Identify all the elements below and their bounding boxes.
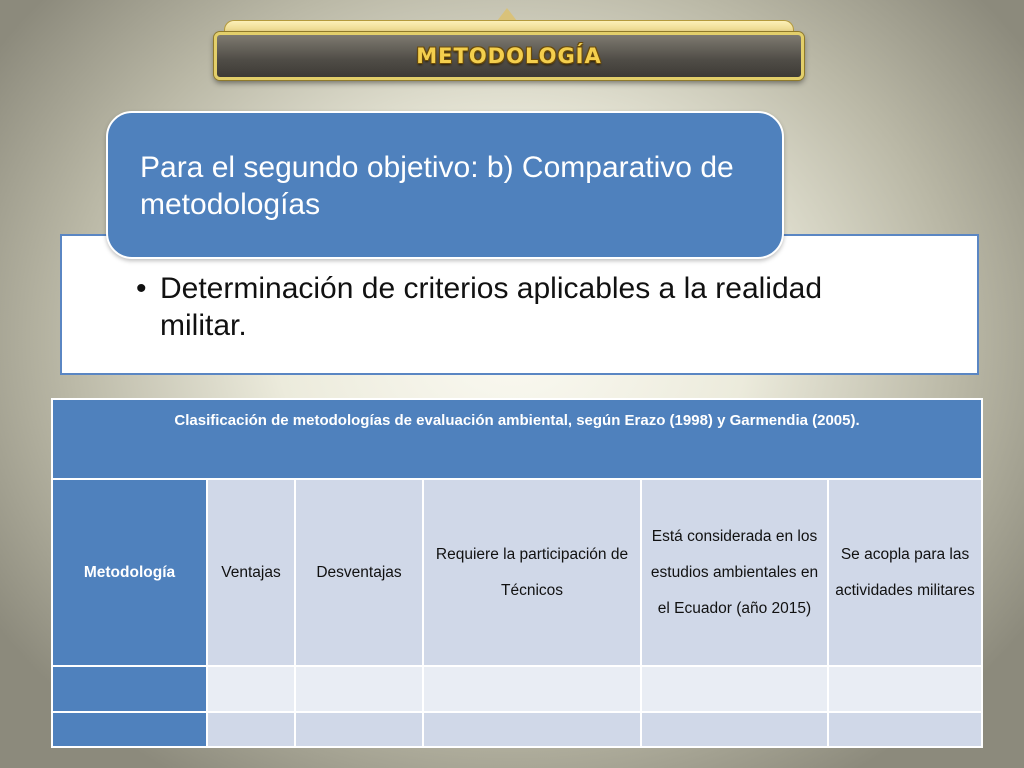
table-caption: Clasificación de metodologías de evaluación ambiental, según Erazo (1998) y Garmendia (2005). (52, 399, 982, 479)
title-banner (214, 32, 804, 80)
header-cell-ventajas: Ventajas (207, 479, 295, 666)
table-row (52, 712, 982, 747)
objective-text: Para el segundo objetivo: b) Comparativo de metodologías (140, 151, 734, 221)
table-cell (207, 666, 295, 712)
header-cell-acopla-militares: Se acopla para las actividades militares (828, 479, 982, 666)
table-cell (423, 712, 641, 747)
header-cell-requiere-tecnicos: Requiere la participación de Técnicos (423, 479, 641, 666)
table-cell (828, 712, 982, 747)
table-cell (423, 666, 641, 712)
header-cell-desventajas: Desventajas (295, 479, 423, 666)
methodology-table (51, 398, 983, 748)
table-cell (641, 666, 828, 712)
objective-box (106, 111, 784, 259)
bullet-text: Determinación de criterios aplicables a la realidad militar. (160, 272, 823, 342)
bullet-item (136, 270, 916, 344)
table-cell (52, 666, 207, 712)
table-cell (52, 712, 207, 747)
table-row (52, 666, 982, 712)
table-cell (207, 712, 295, 747)
header-cell-metodologia: Metodología (52, 479, 207, 666)
header-cell-considerada-ecuador: Está considerada en los estudios ambientales en el Ecuador (año 2015) (641, 479, 828, 666)
slide-title: METODOLOGÍA (416, 44, 602, 68)
table-header-row (52, 479, 982, 666)
bullet-marker: • (136, 272, 147, 305)
table-cell (295, 712, 423, 747)
table-cell (295, 666, 423, 712)
table-caption-row (52, 399, 982, 479)
table-cell (641, 712, 828, 747)
table-cell (828, 666, 982, 712)
